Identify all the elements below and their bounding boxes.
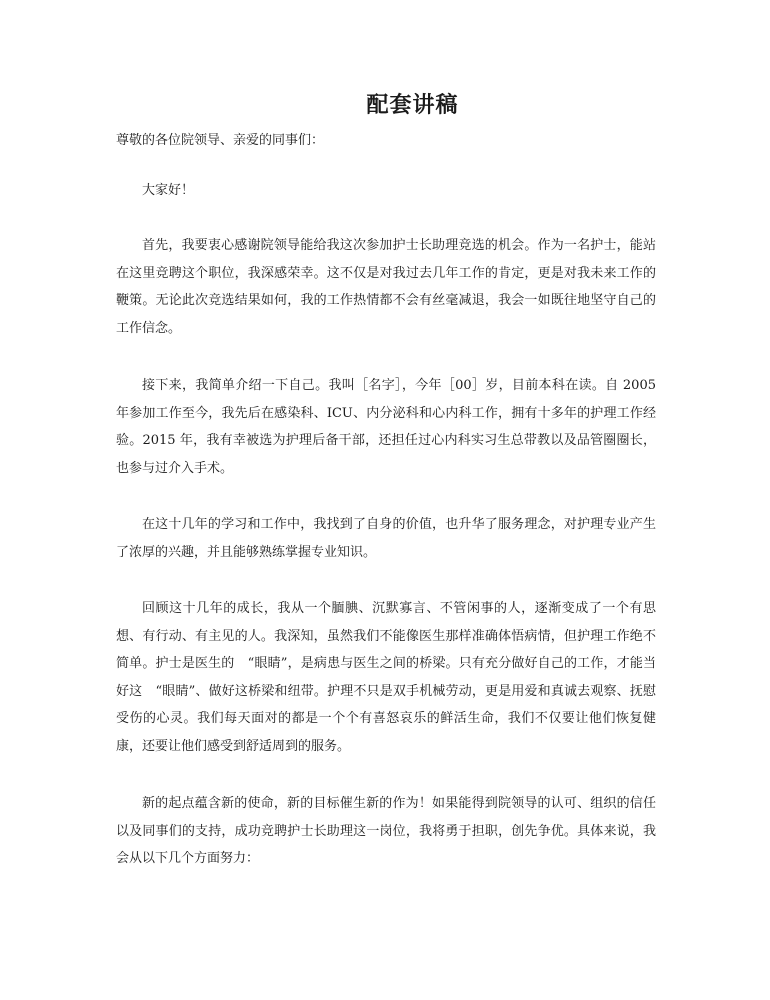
salutation: 尊敬的各位院领导、亲爱的同事们： bbox=[116, 133, 325, 148]
paragraph-greeting: 大家好！ bbox=[142, 183, 195, 198]
paragraph-growth: 在这十几年的学习和工作中，我找到了自身的价值，也升华了服务理念，对护理专业产生了浓厚的兴趣，并且能够熟练掌握专业知识。 bbox=[116, 517, 656, 560]
paragraph-thanks: 首先，我要衷心感谢院领导能给我这次参加护士长助理竞选的机会。作为一名护士，能站在这里竞聘这个职位，我深感荣幸。这不仅是对我过去几年工作的肯定，更是对我未来工作的鞭策。无论此次竞选结果如何，我的工作热情都不会有丝毫减退，我会一如既往地坚守自己的工作信念。 bbox=[116, 238, 656, 336]
paragraph-commitment: 新的起点蕴含新的使命，新的目标催生新的作为！如果能得到院领导的认可、组织的信任以及同事们的支持，成功竞聘护士长助理这一岗位，我将勇于担职，创先争优。具体来说，我会从以下几个方面努力： bbox=[116, 796, 656, 866]
document-title: 配套讲稿 bbox=[366, 92, 459, 118]
paragraph-reflection: 回顾这十几年的成长，我从一个腼腆、沉默寡言、不管闲事的人，逐渐变成了一个有思想、有行动、有主见的人。我深知，虽然我们不能像医生那样准确体悟病情，但护理工作绝不简单。护士是医生的 “眼睛”，是病患与医生之间的桥梁。只有充分做好自己的工作，才能当好这 “眼睛”、做好这桥梁和纽带。护理不只是双手机械劳动，更是用爱和真诚去观察、抚慰受伤的心灵。我们每天面对的都是一个个有喜怒哀乐的鲜活生命，我们不仅要让他们恢复健康，还要让他们感受到舒适周到的服务。 bbox=[116, 601, 656, 754]
paragraph-self-introduction: 接下来，我简单介绍一下自己。我叫［名字］，今年［00］岁，目前本科在读。自 2005 年参加工作至今，我先后在感染科、ICU、内分泌科和心内科工作，拥有十多年的护理工作经验。2015 年，我有幸被选为护理后备干部，还担任过心内科实习生总带教以及品管圈圈长，也参与过介入手术。 bbox=[116, 378, 656, 476]
